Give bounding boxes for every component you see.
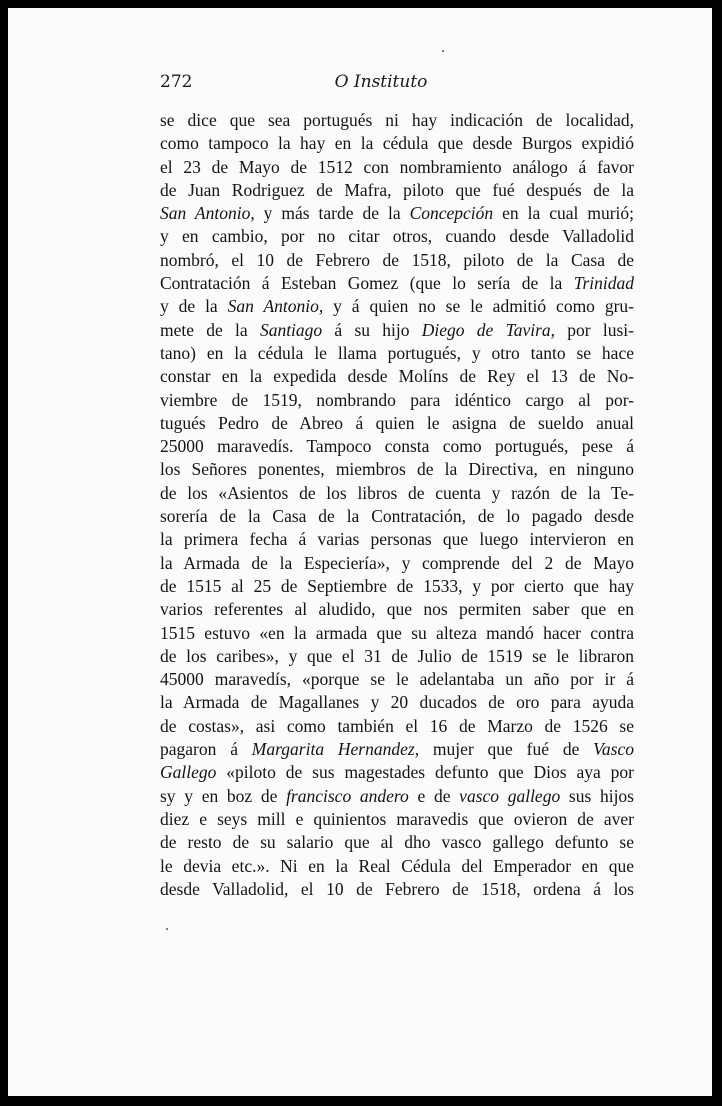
text-run: , mujer que fué de xyxy=(414,739,594,760)
text-line xyxy=(160,575,634,598)
text-line xyxy=(160,156,634,179)
text-run: 1515 estuvo «en la armada que su alteza mandó hacer contra xyxy=(160,622,634,643)
text-line xyxy=(160,249,634,272)
text-line xyxy=(160,761,634,784)
text-run: «piloto de sus magestades defunto que Dios aya por xyxy=(216,762,634,783)
text-line xyxy=(160,319,634,342)
text-run: de los «Asientos de los libros de cuenta y razón de la Te- xyxy=(160,482,634,503)
text-run: los Señores ponentes, miembros de la Directiva, en ninguno xyxy=(160,459,634,480)
text-run: á su hijo xyxy=(322,319,422,340)
body-paragraph xyxy=(160,109,634,901)
italic-text-run: Santiago xyxy=(259,319,323,340)
text-line xyxy=(160,738,634,761)
italic-text-run: San Antonio, xyxy=(227,296,324,317)
text-line xyxy=(160,389,634,412)
text-run: sus hijos xyxy=(560,785,634,806)
text-run: 45000 maravedís, «porque se le adelantaba un año por ir á xyxy=(160,669,634,690)
text-line xyxy=(160,598,634,621)
text-run: desde Valladolid, el 10 de Febrero de 1518, ordena á los xyxy=(160,878,634,899)
text-run: 25000 maravedís. Tampoco consta como portugués, pese á xyxy=(160,436,634,457)
text-run: sy y en boz de xyxy=(160,785,287,806)
text-run: de costas», asi como también el 16 de Marzo de 1526 se xyxy=(160,715,634,736)
text-line xyxy=(160,691,634,714)
text-line xyxy=(160,225,634,248)
text-line xyxy=(160,109,634,132)
text-run: tugués Pedro de Abreo á quien le asigna de sueldo anual xyxy=(160,412,634,433)
text-line xyxy=(160,342,634,365)
text-line xyxy=(160,272,634,295)
text-run: viembre de 1519, nombrando para idéntico cargo al por- xyxy=(160,389,634,410)
book-page xyxy=(8,8,712,1096)
italic-text-run: vasco gallego xyxy=(459,785,561,806)
text-line xyxy=(160,179,634,202)
running-title: O Instituto xyxy=(334,72,428,92)
italic-text-run: Gallego xyxy=(160,762,217,783)
scan-speck xyxy=(442,50,444,52)
text-line xyxy=(160,878,634,901)
italic-text-run: Vasco xyxy=(593,739,634,760)
text-run: nombró, el 10 de Febrero de 1518, piloto de la Casa de xyxy=(160,249,634,270)
text-line xyxy=(160,668,634,691)
italic-text-run: Trinidad xyxy=(573,273,634,294)
text-line xyxy=(160,552,634,575)
text-run: sorería de la Casa de la Contratación, de lo pagado desde xyxy=(160,506,634,527)
text-line xyxy=(160,715,634,738)
text-line xyxy=(160,831,634,854)
text-line xyxy=(160,785,634,808)
text-run: como tampoco la hay en la cédula que desde Burgos expidió xyxy=(160,133,634,154)
text-run: de Juan Rodriguez de Mafra, piloto que fué después de la xyxy=(160,179,634,200)
text-run: de 1515 al 25 de Septiembre de 1533, y por cierto que hay xyxy=(160,575,634,596)
text-run: varios referentes al aludido, que nos permiten saber que en xyxy=(160,599,634,620)
text-line xyxy=(160,458,634,481)
text-run: la Armada de la Especiería», y comprende del 2 de Mayo xyxy=(160,552,634,573)
text-line xyxy=(160,855,634,878)
text-run: tano) en la cédula le llama portugués, y otro tanto se hace xyxy=(160,342,634,363)
italic-text-run: Concepción xyxy=(409,203,494,224)
text-run: e de xyxy=(408,785,460,806)
text-line xyxy=(160,132,634,155)
italic-text-run: Diego de Tavira, xyxy=(421,319,556,340)
scan-speck xyxy=(166,928,168,930)
text-run: le devia etc.». Ni en la Real Cédula del Emperador en que xyxy=(160,855,634,876)
text-run: de resto de su salario que al dho vasco gallego defunto se xyxy=(160,832,634,853)
text-line xyxy=(160,202,634,225)
text-run: diez e seys mill e quinientos maravedis que ovieron de aver xyxy=(160,808,634,829)
text-run: la primera fecha á varias personas que luego intervieron en xyxy=(160,529,634,550)
text-line xyxy=(160,482,634,505)
text-run: por lusi- xyxy=(555,319,634,340)
text-line xyxy=(160,622,634,645)
text-run: y de la xyxy=(160,296,228,317)
italic-text-run: Margarita Hernandez xyxy=(251,739,415,760)
text-run: y en cambio, por no citar otros, cuando desde Valladolid xyxy=(160,226,634,247)
text-line xyxy=(160,412,634,435)
text-run: se dice que sea portugués ni hay indicación de localidad, xyxy=(160,110,634,130)
page-number: 272 xyxy=(160,72,193,92)
text-run: y á quien no se le admitió como gru- xyxy=(323,296,634,317)
text-run: de los caribes», y que el 31 de Julio de 1519 se le libraron xyxy=(160,645,634,666)
text-run: mete de la xyxy=(160,319,260,340)
text-line xyxy=(160,365,634,388)
text-line xyxy=(160,528,634,551)
text-run: la Armada de Magallanes y 20 ducados de oro para ayuda xyxy=(160,692,634,713)
text-run: pagaron á xyxy=(160,739,252,760)
text-run: constar en la expedida desde Molíns de Rey el 13 de No- xyxy=(160,366,634,387)
text-run: , y más tarde de la xyxy=(250,203,410,224)
italic-text-run: San Antonio xyxy=(160,203,251,224)
text-line xyxy=(160,645,634,668)
text-run: Contratación á Esteban Gomez (que lo sería de la xyxy=(160,273,574,294)
text-line xyxy=(160,295,634,318)
text-run: el 23 de Mayo de 1512 con nombramiento análogo á favor xyxy=(160,156,634,177)
text-line xyxy=(160,808,634,831)
text-line xyxy=(160,505,634,528)
italic-text-run: francisco andero xyxy=(286,785,409,806)
text-run: en la cual murió; xyxy=(493,203,634,224)
text-line xyxy=(160,435,634,458)
